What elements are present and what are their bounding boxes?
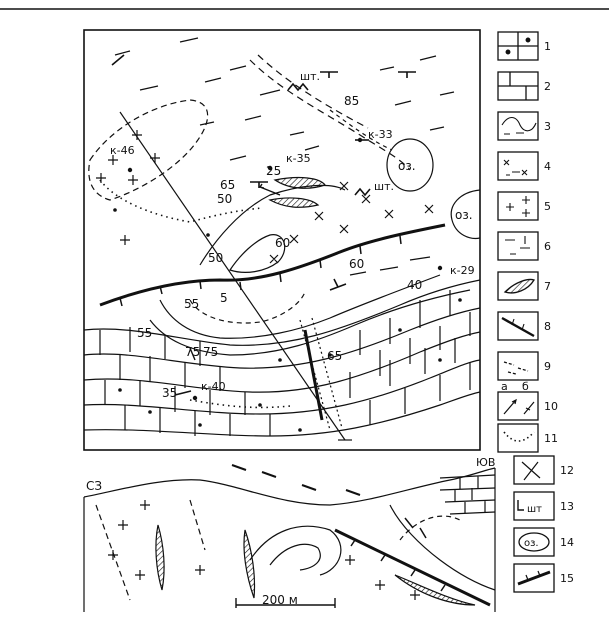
legend-number: 8 <box>544 320 551 333</box>
dip-value: 25 <box>266 164 282 178</box>
legend-box-3 <box>498 112 538 140</box>
legend-number: 7 <box>544 280 551 293</box>
legend-number: 10 <box>544 400 558 413</box>
legend-box-4 <box>498 152 538 180</box>
legend-sub-a: а <box>501 380 508 393</box>
legend-sub-b: б <box>522 380 529 393</box>
legend-number: 14 <box>560 536 574 549</box>
section-ore-2 <box>244 530 255 598</box>
dip-value: 50 <box>217 192 233 206</box>
well-label: к-46 <box>110 144 135 157</box>
limestone-contact-3 <box>84 332 480 392</box>
legend-number: 2 <box>544 80 551 93</box>
lake-label: оз. <box>455 208 473 222</box>
well-label: к-33 <box>368 128 393 141</box>
legend-number: 15 <box>560 572 574 585</box>
adit-2 <box>355 189 370 195</box>
fold-contour-3 <box>160 275 440 338</box>
legend-number: 6 <box>544 240 551 253</box>
legend-number: 3 <box>544 120 551 133</box>
section-fault-ticks <box>351 540 445 591</box>
dip-value: 60 <box>349 257 365 271</box>
adit-label: шт. <box>374 180 394 193</box>
granite-contour <box>89 100 208 200</box>
section-fold-4 <box>400 516 460 540</box>
dip-value: 5 <box>220 291 228 305</box>
legend-box-9 <box>498 352 538 380</box>
dip-value: 65 <box>220 178 236 192</box>
legend-box-6 <box>498 232 538 260</box>
well-label: к-40 <box>201 380 226 393</box>
legend-numbers <box>544 40 574 585</box>
dip-value: 60 <box>275 236 291 250</box>
legend-box14-text: оз. <box>524 538 539 549</box>
dip-value: 55 <box>184 297 200 311</box>
legend-number: 13 <box>560 500 574 513</box>
limestone-contact-4 <box>84 360 480 414</box>
ore-lens-1 <box>275 178 325 189</box>
section-dashed-2 <box>190 500 205 550</box>
section-surface-dashes <box>232 465 360 495</box>
legend-number: 9 <box>544 360 551 373</box>
section-fold-1 <box>250 526 341 575</box>
legend-number: 11 <box>544 432 558 445</box>
dip-value: 50 <box>208 251 224 265</box>
dip-value: 65 <box>327 349 343 363</box>
cross-section <box>84 465 495 612</box>
legend-box-11 <box>498 424 538 452</box>
dip-value: 55 <box>137 326 153 340</box>
scale-label: 200 м <box>262 593 298 607</box>
legend-box-10 <box>498 392 538 420</box>
dip-value: 75 <box>185 345 201 359</box>
adit-label: шт. <box>300 70 320 83</box>
ore-lens-2 <box>270 198 318 207</box>
section-right-end: ЮВ <box>476 456 496 469</box>
fold-contour-5 <box>190 292 305 323</box>
legend-box13-text: шт <box>527 504 542 515</box>
legend-box-5 <box>498 192 538 220</box>
well-label: к-35 <box>286 152 311 165</box>
legend-number: 5 <box>544 200 551 213</box>
dotted-line-lower <box>190 400 290 407</box>
legend-number: 1 <box>544 40 551 53</box>
dip-value: 85 <box>344 94 360 108</box>
legend-box-12 <box>514 456 554 484</box>
section-fault <box>335 530 490 605</box>
section-ore-1 <box>156 525 164 590</box>
dip-value: 75 <box>203 345 219 359</box>
dip-value: 35 <box>162 386 178 400</box>
limestone-brick-joints <box>100 290 470 436</box>
section-left-end: СЗ <box>86 479 103 493</box>
schist-x-marks <box>270 182 433 263</box>
arrow-1 <box>260 184 280 195</box>
legend-number: 4 <box>544 160 551 173</box>
section-fold-2 <box>270 544 320 570</box>
well-label: к-29 <box>450 264 475 277</box>
legend <box>498 32 554 592</box>
legend-number: 12 <box>560 464 574 477</box>
section-surface <box>84 468 495 505</box>
lake-label: оз. <box>398 159 416 173</box>
dip-value: 40 <box>407 278 423 292</box>
